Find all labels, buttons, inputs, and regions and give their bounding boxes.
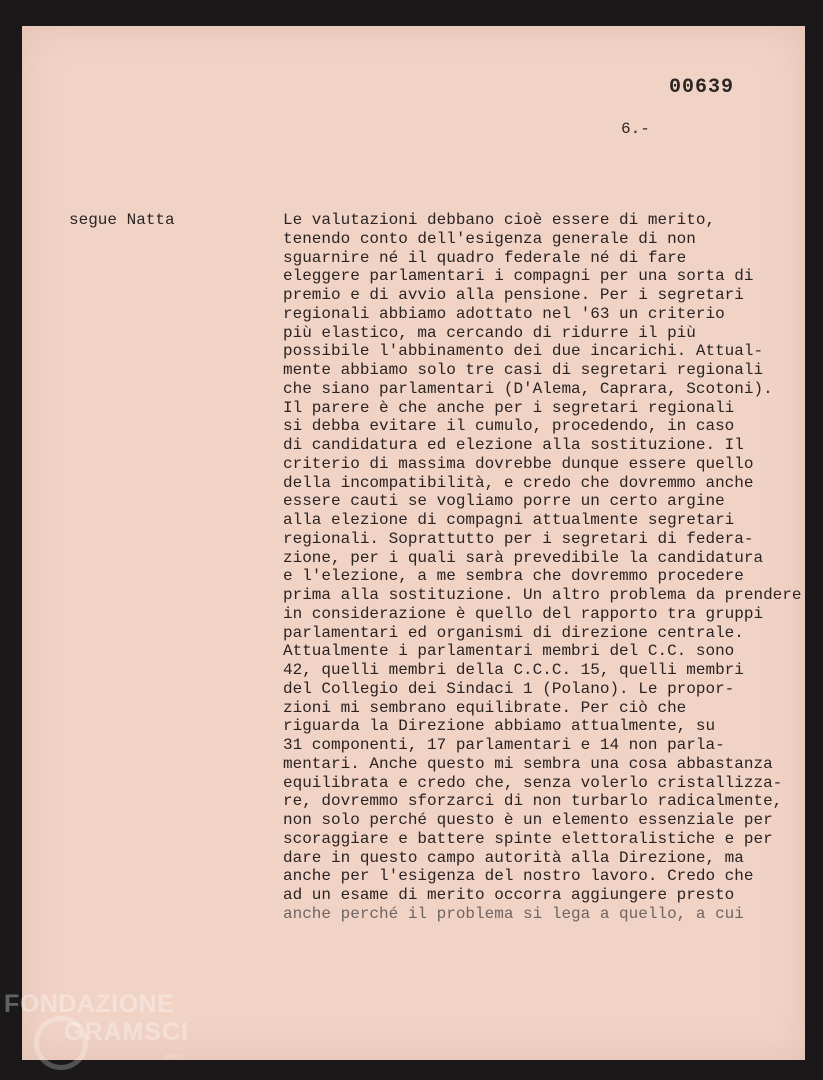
text-line: eleggere parlamentari i compagni per una sorta di [283,267,754,286]
text-line: sguarnire né il quadro federale né di fare [283,248,687,267]
text-line: più elastico, ma cercando di ridurre il più [283,323,696,342]
text-line: prima alla sostituzione. Un altro problema da prendere [283,586,802,604]
text-line: dare in questo campo autorità alla Direzione, ma [283,848,744,867]
text-line: di candidatura ed elezione alla sostituzione. Il [283,436,744,454]
text-line: 42, quelli membri della C.C.C. 15, quelli membri [283,661,744,679]
text-line: e l'elezione, a me sembra che dovremmo procedere [283,567,744,586]
document-number: 00639 [669,76,735,99]
document-page [22,26,805,1060]
text-line: 31 componenti, 17 parlamentari e 14 non parla- [283,736,725,754]
text-line: zioni mi sembrano equilibrate. Per ciò che [283,698,687,717]
page-number: 6.- [621,120,650,138]
text-line: criterio di massima dovrebbe dunque essere quello [283,454,754,473]
text-line: anche per l'esigenza del nostro lavoro. Credo che [283,867,754,886]
text-line: anche perché il problema si lega a quello, a cui [283,904,744,923]
text-line: zione, per i quali sarà prevedibile la candidatura [283,548,764,567]
text-line: premio e di avvio alla pensione. Per i segretari [283,286,744,304]
text-line: Le valutazioni debbano cioè essere di merito, [283,211,716,229]
text-line: si debba evitare il cumulo, procedendo, in caso [283,417,735,436]
text-line: Attualmente i parlamentari membri del C.C. sono [283,642,735,661]
watermark-line-1: FONDAZIONE [4,990,175,1018]
text-line: che siano parlamentari (D'Alema, Caprara, Scotoni). [283,379,773,398]
watermark-line-2: GRAMSCI [64,1018,190,1046]
text-line: essere cauti se vogliamo porre un certo argine [283,492,725,511]
text-line: regionali. Soprattutto per i segretari di federa- [283,529,754,548]
text-line: equilibrata e credo che, senza volerlo cristallizza- [283,773,783,792]
archive-watermark [4,990,204,1074]
text-line: alla elezione di compagni attualmente segretari [283,511,735,529]
body-text [283,211,808,924]
text-line: tenendo conto dell'esigenza generale di non [283,229,696,248]
speaker-label: segue Natta [69,211,175,229]
text-line: re, dovremmo sforzarci di non turbarlo radicalmente, [283,792,783,811]
text-line: non solo perché questo è un elemento essenziale per [283,811,773,829]
text-line: della incompatibilità, e credo che dovremmo anche [283,473,754,492]
text-line: scoraggiare e battere spinte elettoralistiche e per [283,829,773,848]
text-line: riguarda la Direzione abbiamo attualmente, su [283,717,716,736]
watermark-sub: onlus [164,1052,184,1061]
text-line: regionali abbiamo adottato nel '63 un criterio [283,304,725,323]
text-line: in considerazione è quello del rapporto tra gruppi [283,604,764,623]
text-line: del Collegio dei Sindaci 1 (Polano). Le propor- [283,679,735,698]
text-line: Il parere è che anche per i segretari regionali [283,398,735,417]
text-line: ad un esame di merito occorra aggiungere presto [283,886,735,904]
text-line: mentari. Anche questo mi sembra una cosa abbastanza [283,754,773,773]
text-line: parlamentari ed organismi di direzione centrale. [283,623,744,642]
text-line: mente abbiamo solo tre casi di segretari regionali [283,361,764,379]
text-line: possibile l'abbinamento dei due incarichi. Attual- [283,342,764,361]
